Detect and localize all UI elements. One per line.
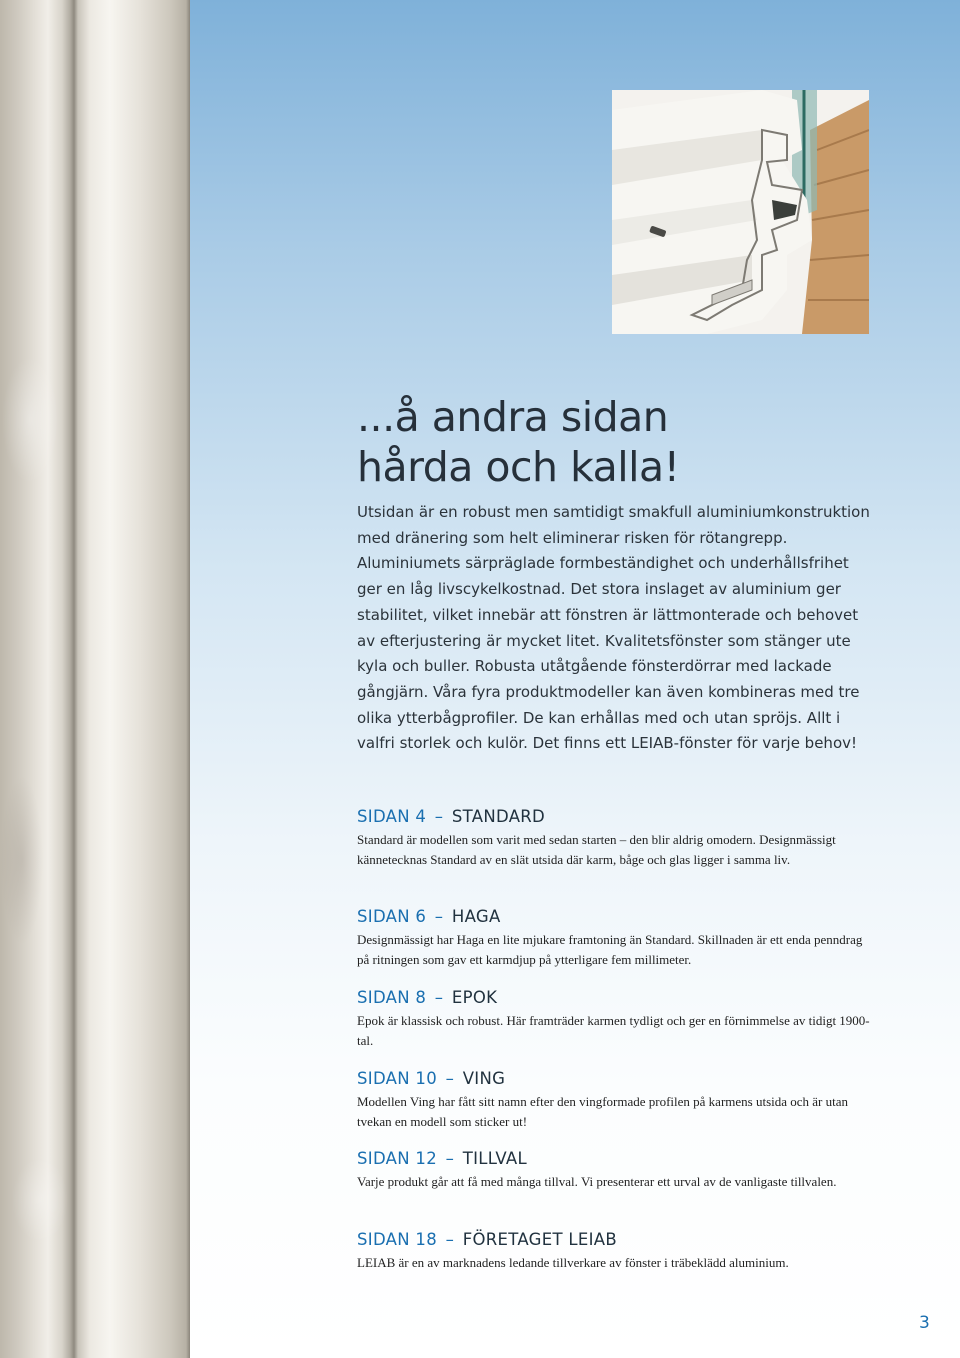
section-page-ref: SIDAN 4 bbox=[357, 807, 427, 826]
section-description: Epok är klassisk och robust. Här framträder karmen tydligt och ger en förnimmelse av tidigt 1900-tal. bbox=[357, 1013, 870, 1048]
window-frame-photo bbox=[0, 0, 190, 1358]
section-name: EPOK bbox=[451, 988, 498, 1007]
heading-line-1: ...å andra sidan bbox=[357, 393, 669, 441]
section-ving bbox=[357, 1068, 877, 1131]
section-epok bbox=[357, 987, 877, 1050]
section-tillval bbox=[357, 1148, 877, 1192]
section-description: Designmässigt har Haga en lite mjukare framtoning än Standard. Skillnaden är ett enda penndrag på ritningen som gav ett karmdjup på ytterligare fem millimeter. bbox=[357, 932, 863, 967]
section-name: VING bbox=[462, 1069, 506, 1088]
section-title bbox=[357, 1148, 877, 1170]
window-profile-illustration bbox=[612, 90, 869, 334]
section-title bbox=[357, 1229, 877, 1251]
section-name: TILLVAL bbox=[462, 1149, 528, 1168]
section-title bbox=[357, 906, 877, 928]
intro-part-1: Utsidan är en robust men samtidigt smakfull aluminiumkonstruktion med dränering som helt eliminerar risken för rötangrepp. Aluminiumets särpräglade formbeständighet och underhållsfrihet ger en låg livscykelkostnad. bbox=[357, 503, 870, 599]
section-foretaget bbox=[357, 1229, 877, 1273]
section-page-ref: SIDAN 8 bbox=[357, 988, 427, 1007]
section-page-ref: SIDAN 10 bbox=[357, 1069, 438, 1088]
intro-paragraph bbox=[357, 500, 877, 757]
section-description: Modellen Ving har fått sitt namn efter den vingformade profilen på karmens utsida och är utan tvekan en modell som sticker ut! bbox=[357, 1094, 849, 1129]
section-title bbox=[357, 987, 877, 1009]
section-standard bbox=[357, 806, 877, 869]
section-name: STANDARD bbox=[451, 807, 546, 826]
page-heading bbox=[357, 392, 917, 492]
section-description: Varje produkt går att få med många tillval. Vi presenterar ett urval av de vanligaste tillvalen. bbox=[357, 1174, 837, 1189]
section-description: Standard är modellen som varit med sedan starten – den blir aldrig omodern. Designmässigt kännetecknas Standard av en slät utsida där karm, båge och glas ligger i samma liv. bbox=[357, 832, 836, 867]
section-page-ref: SIDAN 18 bbox=[357, 1230, 438, 1249]
section-haga bbox=[357, 906, 877, 969]
section-page-ref: SIDAN 12 bbox=[357, 1149, 438, 1168]
section-name: HAGA bbox=[451, 907, 501, 926]
section-title bbox=[357, 806, 877, 828]
section-dash: – bbox=[445, 1069, 455, 1088]
section-dash: – bbox=[434, 807, 444, 826]
section-name: FÖRETAGET LEIAB bbox=[462, 1230, 617, 1249]
section-title bbox=[357, 1068, 877, 1090]
intro-part-3: Kvalitetsfönster som stänger ute kyla och buller. Robusta utåtgående fönsterdörrar med lackade gångjärn. Våra fyra produktmodeller kan även kombineras med tre olika ytterbågprofiler. De kan erhållas med och utan spröjs. Allt i valfri storlek och kulör. Det finns ett LEIAB-fönster för varje behov! bbox=[357, 631, 860, 753]
section-dash: – bbox=[434, 907, 444, 926]
page-number: 3 bbox=[919, 1313, 930, 1333]
heading-line-2: hårda och kalla! bbox=[357, 443, 680, 491]
section-dash: – bbox=[445, 1149, 455, 1168]
window-profile-photo bbox=[612, 90, 869, 334]
section-dash: – bbox=[445, 1230, 455, 1249]
section-dash: – bbox=[434, 988, 444, 1007]
section-page-ref: SIDAN 6 bbox=[357, 907, 427, 926]
section-description: LEIAB är en av marknadens ledande tillverkare av fönster i träbeklädd aluminium. bbox=[357, 1255, 789, 1270]
intro-part-2: Det stora inslaget av aluminium ger stabilitet, vilket innebär att fönstren är lättmonterade och behovet av efterjustering är mycket litet. bbox=[357, 580, 859, 650]
